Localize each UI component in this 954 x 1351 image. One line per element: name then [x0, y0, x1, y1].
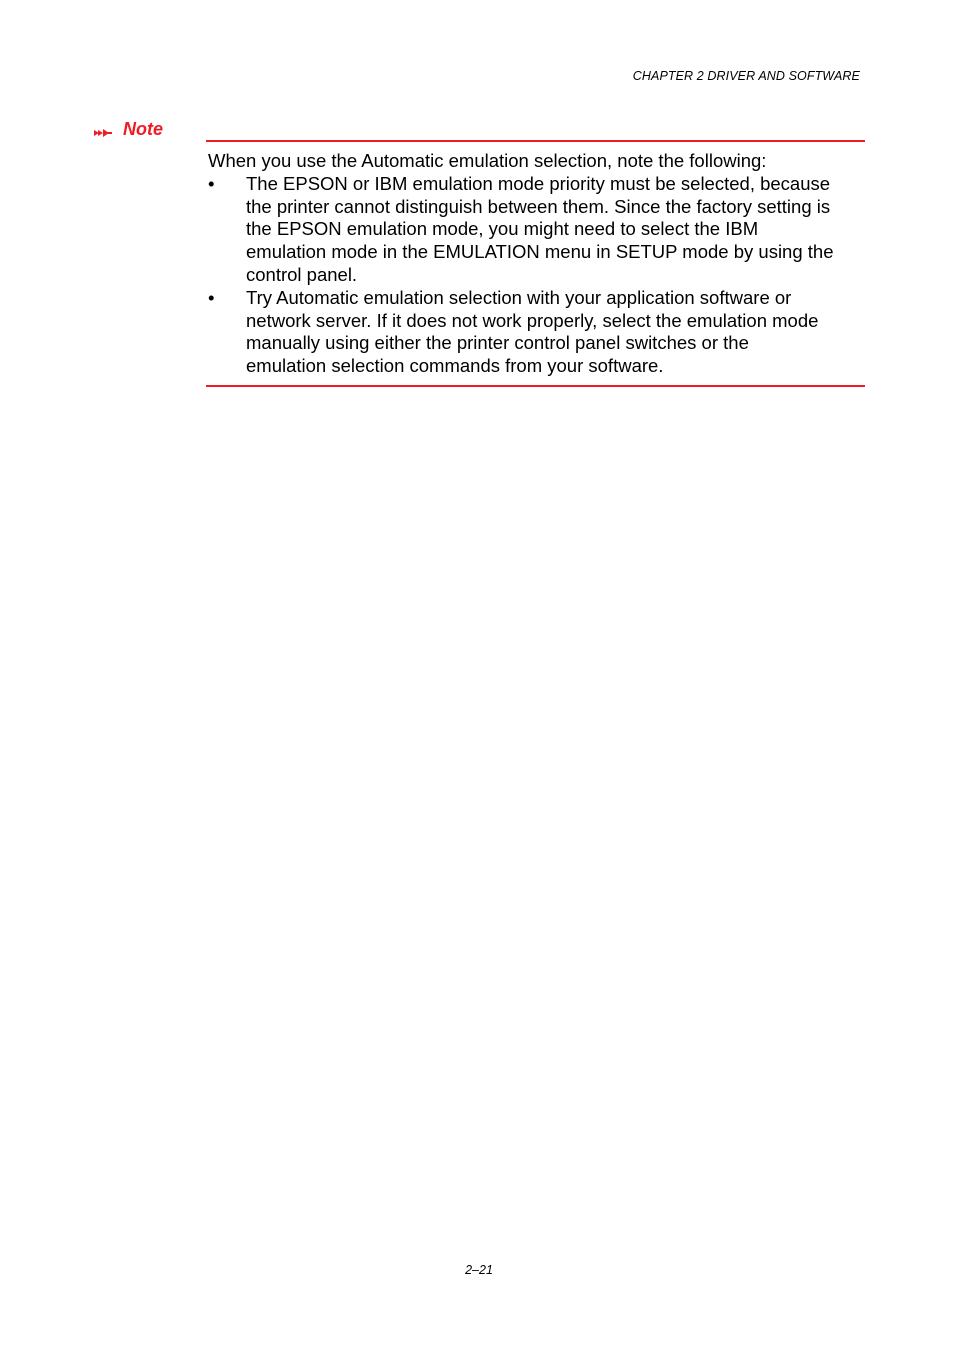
bullet-list	[208, 173, 868, 378]
bullet-line: The EPSON or IBM emulation mode priority must be selected, because	[246, 172, 831, 194]
bullet-line: Try Automatic emulation selection with your application software or	[246, 286, 792, 308]
bullet-line: emulation selection commands from your software.	[246, 355, 664, 377]
note-heading	[94, 117, 163, 141]
bullet-line: the printer cannot distinguish between them. Since the factory setting is	[246, 195, 831, 217]
bullet-line: emulation mode in the EMULATION menu in SETUP mode by using the	[246, 241, 834, 263]
bullet-line: control panel.	[246, 263, 358, 285]
note-title: Note	[123, 118, 163, 139]
running-header: CHAPTER 2 DRIVER AND SOFTWARE	[632, 69, 860, 83]
note-intro: When you use the Automatic emulation selection, note the following:	[208, 150, 767, 171]
note-top-rule	[206, 140, 865, 142]
bullet-mark: •	[208, 286, 215, 308]
note-bottom-rule	[206, 385, 865, 387]
page-number: 2–21	[465, 1263, 493, 1277]
bullet-line: manually using either the printer control panel switches or the	[246, 332, 749, 354]
note-body	[208, 150, 868, 378]
bullet-line: the EPSON emulation mode, you might need to select the IBM	[246, 218, 759, 240]
bullet-line: network server. If it does not work properly, select the emulation mode	[246, 309, 819, 331]
bullet-mark: •	[208, 172, 215, 194]
bullet-item	[208, 287, 868, 378]
bullet-item	[208, 173, 868, 287]
double-arrow-icon	[94, 123, 112, 135]
